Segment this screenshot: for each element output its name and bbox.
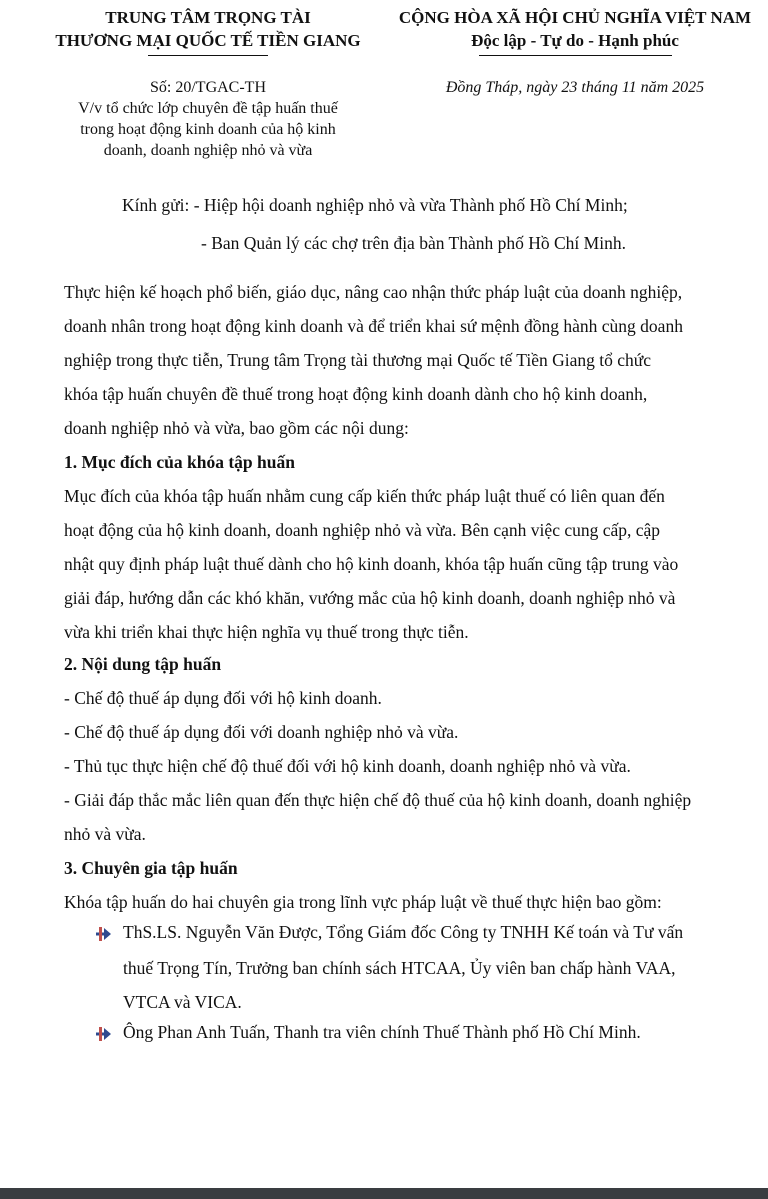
nation-name: CỘNG HÒA XÃ HỘI CHỦ NGHĨA VIỆT NAM [398, 8, 752, 27]
section2-item1: - Chế độ thuế áp dụng đối với hộ kinh doanh. [64, 688, 382, 708]
intro-line2: doanh nhân trong hoạt động kinh doanh và để triển khai sứ mệnh đồng hành cùng doanh [64, 316, 683, 336]
intro-line4: khóa tập huấn chuyên đề thuế trong hoạt động kinh doanh dành cho hộ kinh doanh, [64, 384, 648, 404]
motto-underline [479, 55, 672, 56]
section2-item3: - Thủ tục thực hiện chế độ thuế đối với hộ kinh doanh, doanh nghiệp nhỏ và vừa. [64, 756, 631, 776]
section2-item4-line1: - Giải đáp thắc mắc liên quan đến thực hiện chế độ thuế của hộ kinh doanh, doanh nghiệp [64, 790, 692, 810]
section1-title: 1. Mục đích của khóa tập huấn [64, 452, 295, 472]
document-number: Số: 20/TGAC-TH [150, 79, 266, 96]
section1-line4: giải đáp, hướng dẫn các khó khăn, vướng mắc của hộ kinh doanh, doanh nghiệp nhỏ và [64, 588, 676, 608]
section1-line1: Mục đích của khóa tập huấn nhằm cung cấp kiến thức pháp luật thuế có liên quan đến [64, 486, 665, 506]
subject-line1: V/v tổ chức lớp chuyên đề tập huấn thuế [78, 100, 338, 117]
arrow-bullet-icon [94, 925, 112, 943]
bottom-bar [0, 1188, 768, 1199]
org-underline [148, 55, 268, 56]
subject-line2: trong hoạt động kinh doanh của hộ kinh [80, 121, 336, 138]
org-name-line2: THƯƠNG MẠI QUỐC TẾ TIỀN GIANG [55, 31, 361, 50]
subject-line3: doanh, doanh nghiệp nhỏ và vừa [103, 142, 313, 159]
arrow-bullet-icon [94, 1025, 112, 1043]
section2-item4-line2: nhỏ và vừa. [64, 824, 146, 844]
national-header [388, 6, 762, 52]
section3-intro: Khóa tập huấn do hai chuyên gia trong lĩnh vực pháp luật về thuế thực hiện bao gồm: [64, 892, 662, 912]
nation-motto: Độc lập - Tự do - Hạnh phúc [471, 31, 679, 50]
expert2-line: Ông Phan Anh Tuấn, Thanh tra viên chính Thuế Thành phố Hồ Chí Minh. [123, 1022, 641, 1042]
expert1-line2: thuế Trọng Tín, Trưởng ban chính sách HTCAA, Ủy viên ban chấp hành VAA, [123, 958, 676, 978]
org-name-line1: TRUNG TÂM TRỌNG TÀI [105, 8, 311, 27]
document-reference [24, 77, 392, 161]
section3-title: 3. Chuyên gia tập huấn [64, 858, 238, 878]
intro-line1: Thực hiện kế hoạch phổ biến, giáo dục, nâng cao nhận thức pháp luật của doanh nghiệp, [64, 282, 683, 302]
place-date: Đồng Tháp, ngày 23 tháng 11 năm 2025 [445, 79, 705, 96]
recipient-line1: Kính gửi: - Hiệp hội doanh nghiệp nhỏ và vừa Thành phố Hồ Chí Minh; [122, 195, 628, 215]
section2-title: 2. Nội dung tập huấn [64, 654, 222, 674]
section1-line3: nhật quy định pháp luật thuế dành cho hộ kinh doanh, khóa tập huấn cũng tập trung vào [64, 554, 679, 574]
intro-line3: nghiệp trong thực tiễn, Trung tâm Trọng tài thương mại Quốc tế Tiền Giang tổ chức [64, 350, 651, 370]
expert1-line1: ThS.LS. Nguyễn Văn Được, Tổng Giám đốc Công ty TNHH Kế toán và Tư vấn [123, 922, 684, 942]
recipient-line2: - Ban Quản lý các chợ trên địa bàn Thành phố Hồ Chí Minh. [201, 233, 626, 253]
section1-line5: vừa khi triển khai thực hiện nghĩa vụ thuế trong thực tiễn. [64, 622, 469, 642]
expert1-line3: VTCA và VICA. [123, 992, 242, 1012]
issuing-organization [24, 6, 392, 52]
section2-item2: - Chế độ thuế áp dụng đối với doanh nghiệp nhỏ và vừa. [64, 722, 459, 742]
intro-line5: doanh nghiệp nhỏ và vừa, bao gồm các nội dung: [64, 418, 409, 438]
section1-line2: hoạt động của hộ kinh doanh, doanh nghiệp nhỏ và vừa. Bên cạnh việc cung cấp, cập [64, 520, 661, 540]
